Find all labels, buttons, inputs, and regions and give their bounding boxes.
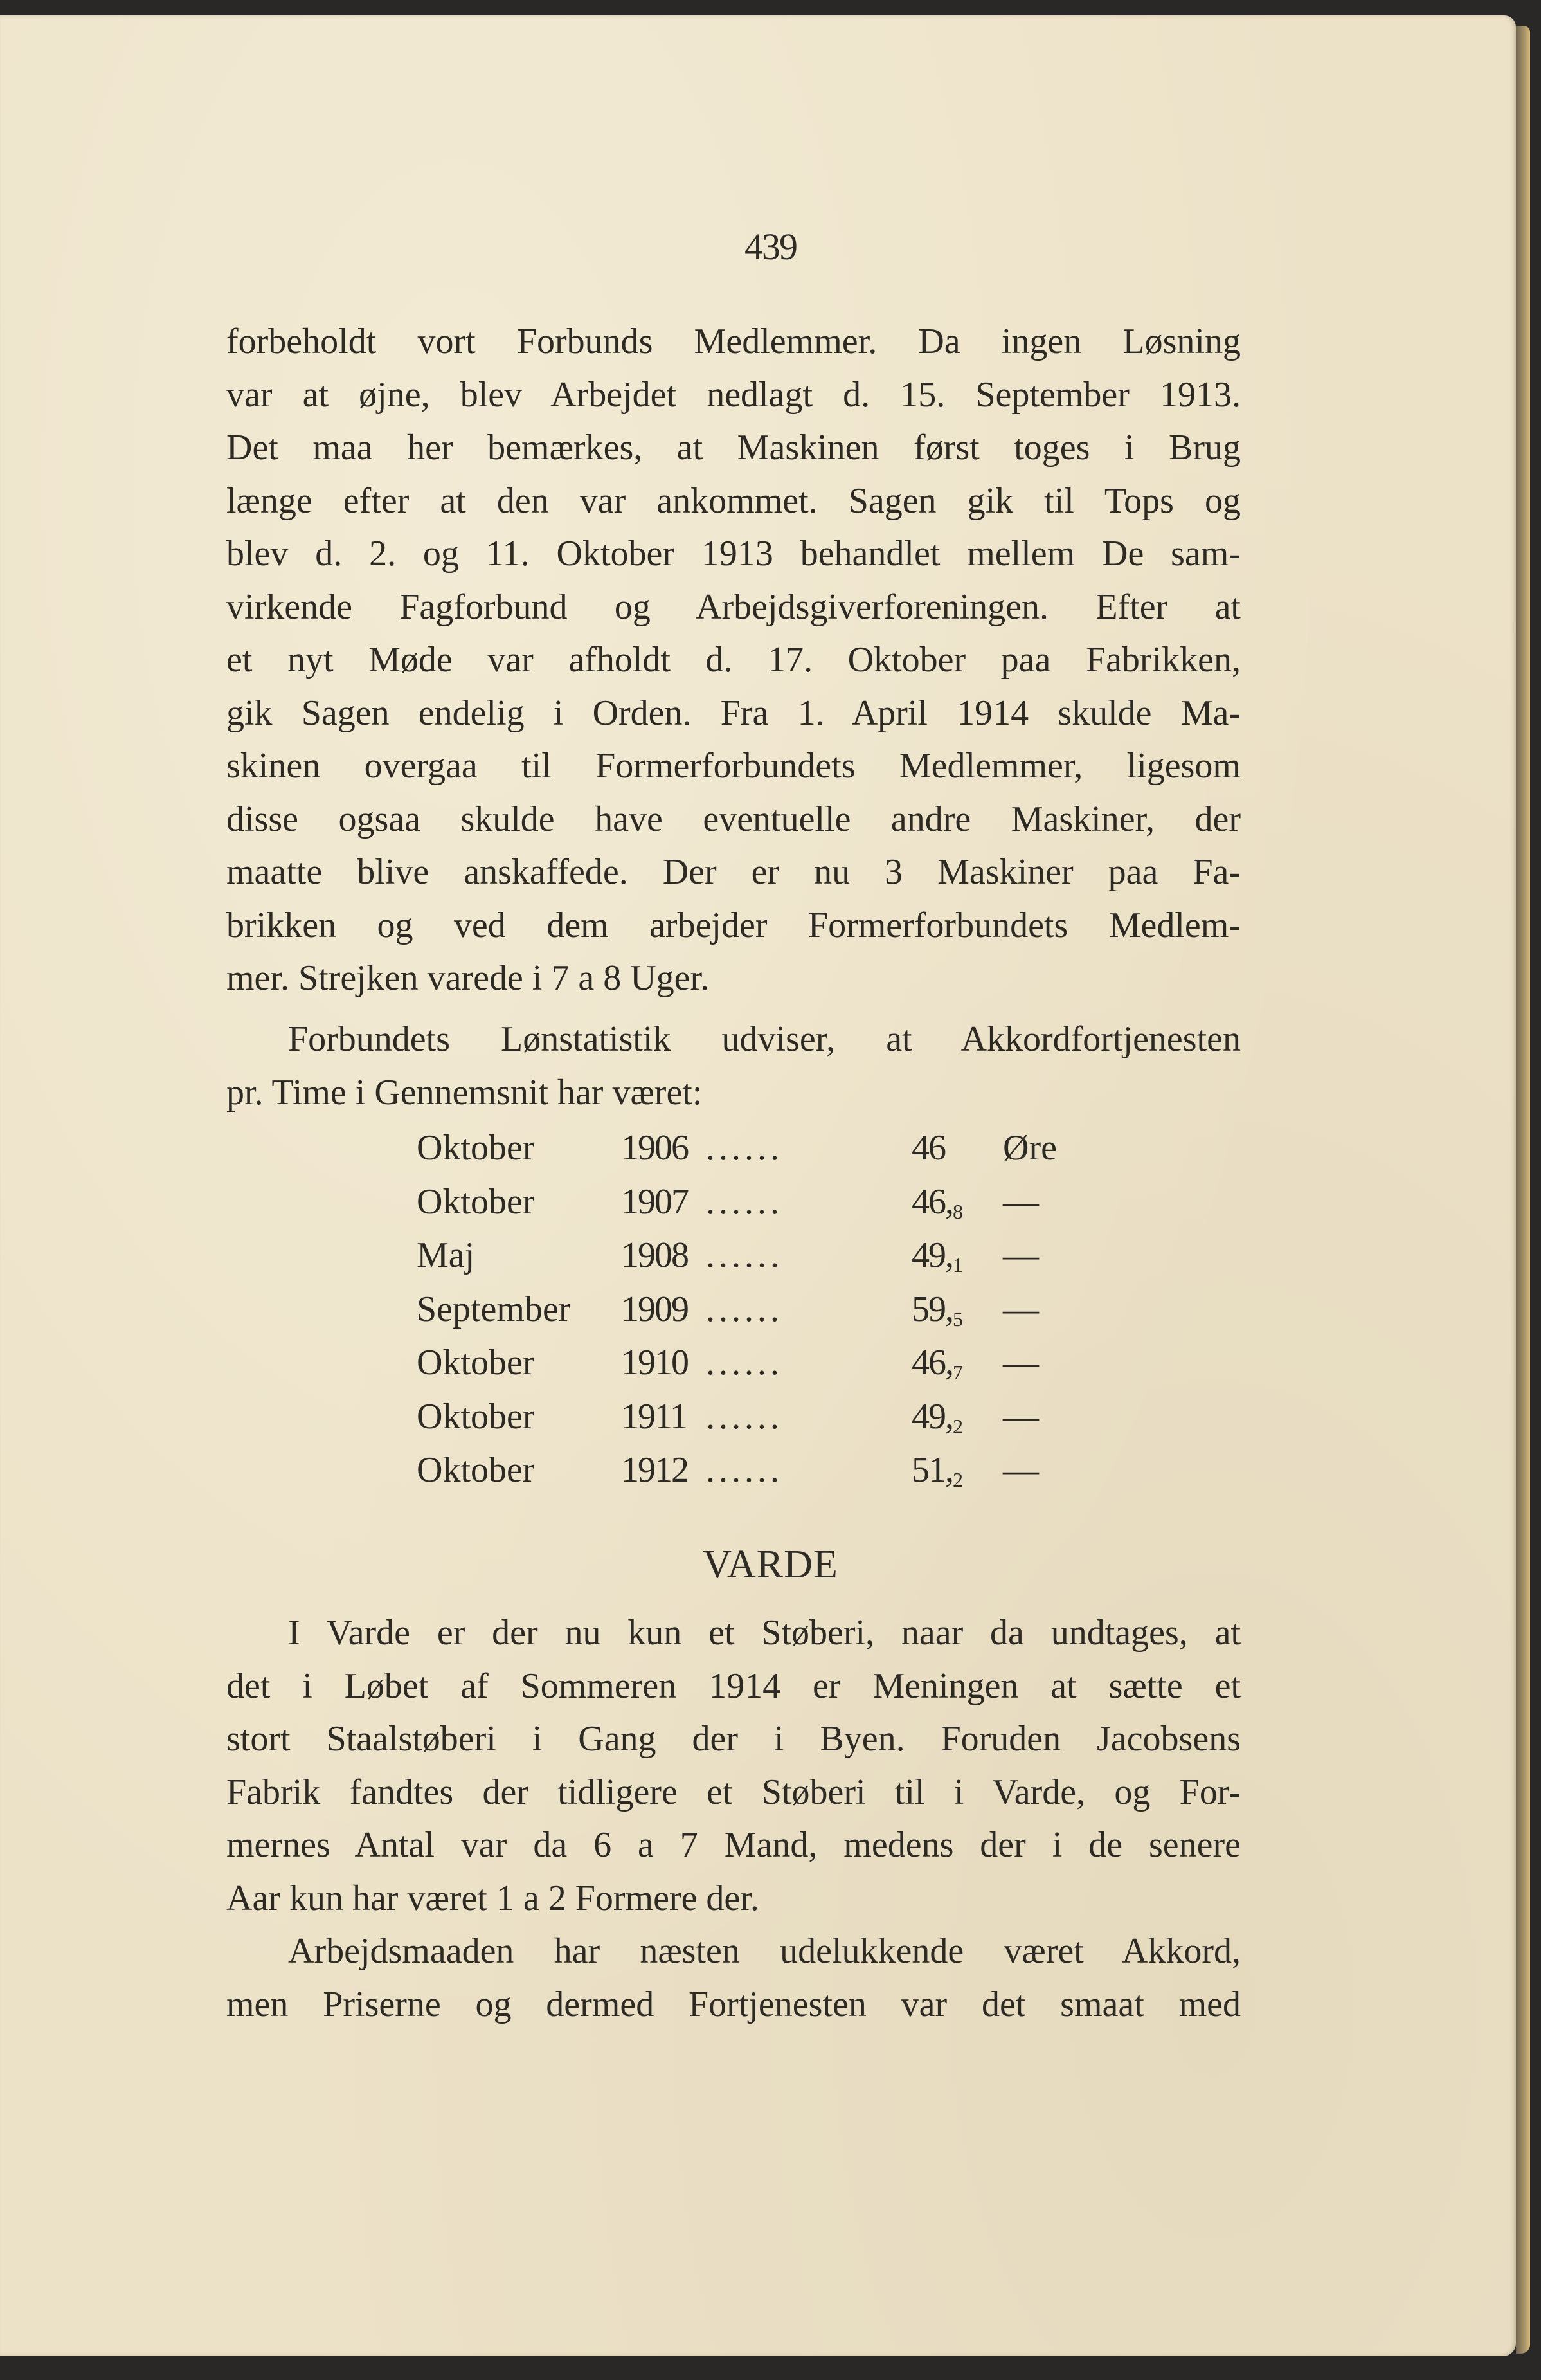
text-line: blev d. 2. og 11. Oktober 1913 behandlet mellem De sam- (226, 534, 1241, 574)
page-number: 439 (744, 226, 797, 268)
value-integer: 46, (912, 1343, 953, 1383)
table-cell-month: Oktober (417, 1128, 535, 1168)
table-cell-month: September (417, 1289, 571, 1329)
leader-dots: ...... (706, 1396, 783, 1437)
table-cell-value (912, 1449, 963, 1492)
text-line: mernes Antal var da 6 a 7 Mand, medens der i de senere (226, 1825, 1241, 1865)
table-row (417, 1342, 1124, 1396)
value-integer: 49, (912, 1396, 953, 1437)
text-line: disse ogsaa skulde have eventuelle andre Maskiner, der (226, 799, 1241, 839)
table-cell-year: 1909 (621, 1289, 688, 1329)
text-line: Forbundets Lønstatistik udviser, at Akkordfortjenesten (288, 1019, 1241, 1059)
table-cell-year: 1910 (621, 1343, 688, 1383)
table-row (417, 1181, 1124, 1235)
text-line: stort Staalstøberi i Gang der i Byen. Foruden Jacobsens (226, 1719, 1241, 1759)
wage-table (417, 1127, 1124, 1503)
table-cell-value (912, 1289, 963, 1331)
value-integer: 51, (912, 1450, 953, 1490)
text-line: I Varde er der nu kun et Støberi, naar da undtages, at (288, 1613, 1241, 1653)
text-line: Fabrik fandtes der tidligere et Støberi til i Varde, og For- (226, 1772, 1241, 1812)
table-row (417, 1127, 1124, 1181)
leader-dots: ...... (706, 1450, 783, 1490)
paragraph-varde (226, 1606, 1241, 2031)
table-cell-unit: Øre (1003, 1128, 1057, 1168)
text-line: gik Sagen endelig i Orden. Fra 1. April 1914 skulde Ma- (226, 693, 1241, 733)
leader-dots: ...... (706, 1343, 783, 1383)
text-line: Aar kun har været 1 a 2 Formere der. (226, 1878, 759, 1918)
value-decimal: 8 (953, 1199, 963, 1223)
section-heading-varde: VARDE (703, 1543, 838, 1586)
table-cell-unit: — (1003, 1450, 1039, 1490)
table-cell-value (912, 1181, 963, 1224)
table-cell-month: Oktober (417, 1343, 535, 1383)
text-line: Arbejdsmaaden har næsten udelukkende været Akkord, (288, 1931, 1241, 1971)
table-cell-value (912, 1396, 963, 1439)
paragraph-continued (226, 315, 1241, 1005)
text-line: virkende Fagforbund og Arbejdsgiverforeningen. Efter at (226, 586, 1241, 627)
page-edge (1516, 26, 1530, 2354)
table-cell-unit: — (1003, 1235, 1039, 1275)
text-line: det i Løbet af Sommeren 1914 er Meningen at sætte et (226, 1666, 1241, 1706)
table-cell-month: Oktober (417, 1396, 535, 1437)
text-line: men Priserne og dermed Fortjenesten var det smaat med (226, 1984, 1241, 2024)
value-decimal: 5 (953, 1307, 963, 1331)
text-line: længe efter at den var ankommet. Sagen gik til Tops og (226, 480, 1241, 521)
table-cell-value (912, 1127, 945, 1170)
text-line: et nyt Møde var afholdt d. 17. Oktober paa Fabrikken, (226, 640, 1241, 680)
leader-dots: ...... (706, 1181, 783, 1222)
table-row (417, 1289, 1124, 1343)
table-row (417, 1396, 1124, 1450)
table-cell-unit: — (1003, 1343, 1039, 1383)
value-integer: 59, (912, 1289, 953, 1329)
text-line: Det maa her bemærkes, at Maskinen først toges i Brug (226, 428, 1241, 468)
table-cell-unit: — (1003, 1181, 1039, 1222)
value-decimal: 2 (953, 1468, 963, 1491)
table-cell-year: 1907 (621, 1181, 688, 1222)
table-cell-year: 1908 (621, 1235, 688, 1275)
text-line: maatte blive anskaffede. Der er nu 3 Maskiner paa Fa- (226, 852, 1241, 892)
table-cell-month: Oktober (417, 1181, 535, 1222)
table-cell-year: 1911 (621, 1396, 687, 1437)
table-cell-year: 1912 (621, 1450, 688, 1490)
table-cell-value (912, 1342, 963, 1385)
value-integer: 46 (912, 1128, 945, 1168)
leader-dots: ...... (706, 1289, 783, 1329)
table-cell-month: Maj (417, 1235, 475, 1275)
value-decimal: 1 (953, 1253, 963, 1276)
text-line: brikken og ved dem arbejder Formerforbundets Medlem- (226, 905, 1241, 945)
table-cell-unit: — (1003, 1396, 1039, 1437)
leader-dots: ...... (706, 1128, 783, 1168)
table-row (417, 1235, 1124, 1289)
value-integer: 49, (912, 1235, 953, 1275)
value-decimal: 2 (953, 1414, 963, 1438)
table-cell-year: 1906 (621, 1128, 688, 1168)
table-cell-value (912, 1235, 963, 1277)
table-row (417, 1449, 1124, 1503)
text-line: mer. Strejken varede i 7 a 8 Uger. (226, 958, 710, 998)
text-line: skinen overgaa til Formerforbundets Medlemmer, ligesom (226, 746, 1241, 786)
table-cell-month: Oktober (417, 1450, 535, 1490)
table-cell-unit: — (1003, 1289, 1039, 1329)
paragraph-wage-statistics-intro (226, 1013, 1241, 1119)
text-line: forbeholdt vort Forbunds Medlemmer. Da ingen Løsning (226, 322, 1241, 361)
leader-dots: ...... (706, 1235, 783, 1275)
text-line: pr. Time i Gennemsnit har været: (226, 1072, 703, 1113)
value-integer: 46, (912, 1181, 953, 1222)
text-line: var at øjne, blev Arbejdet nedlagt d. 15. September 1913. (226, 374, 1241, 415)
value-decimal: 7 (953, 1361, 963, 1384)
